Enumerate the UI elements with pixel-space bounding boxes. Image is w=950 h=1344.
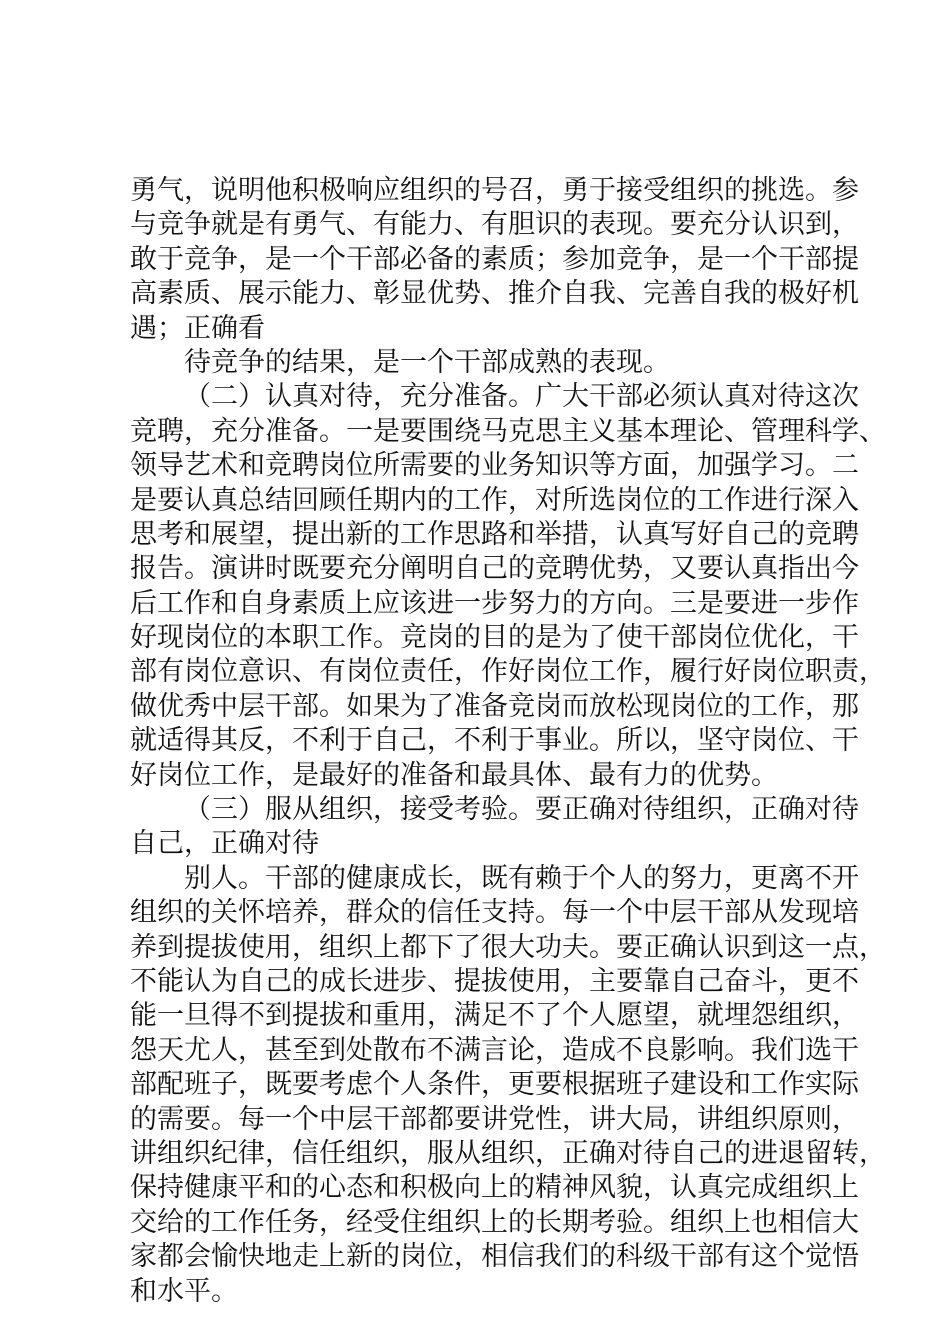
text-line: 能一旦得不到提拔和重用，满足不了个人愿望，就埋怨组织， bbox=[130, 1000, 859, 1032]
text-line: 的需要。每一个中层干部都要讲党性，讲大局，讲组织原则， bbox=[130, 1103, 859, 1135]
text-line: 就适得其反，不利于自己，不利于事业。所以，坚守岗位、干 bbox=[130, 725, 859, 757]
text-line: 不能认为自己的成长进步、提拔使用，主要靠自己奋斗，更不 bbox=[130, 965, 859, 997]
text-line: 遇；正确看 bbox=[130, 312, 265, 344]
text-line: 交给的工作任务，经受住组织上的长期考验。组织上也相信大 bbox=[130, 1206, 859, 1238]
text-line: 家都会愉快地走上新的岗位，相信我们的科级干部有这个觉悟 bbox=[130, 1241, 859, 1273]
text-line: 是要认真总结回顾任期内的工作，对所选岗位的工作进行深入 bbox=[130, 484, 859, 516]
text-line: 怨天尤人，甚至到处散布不满言论，造成不良影响。我们选干 bbox=[130, 1034, 859, 1066]
text-line: 竞聘，充分准备。一是要围绕马克思主义基本理论、管理科学、 bbox=[130, 415, 886, 447]
text-line: 敢于竞争，是一个干部必备的素质；参加竞争，是一个干部提 bbox=[130, 243, 859, 275]
text-line: 与竞争就是有勇气、有能力、有胆识的表现。要充分认识到， bbox=[130, 209, 859, 241]
text-line: 部有岗位意识、有岗位责任，作好岗位工作，履行好岗位职责， bbox=[130, 656, 886, 688]
text-line: 后工作和自身素质上应该进一步努力的方向。三是要进一步作 bbox=[130, 587, 859, 619]
text-line: 思考和展望，提出新的工作思路和举措，认真写好自己的竞聘 bbox=[130, 518, 859, 550]
text-line: （二）认真对待，充分准备。广大干部必须认真对待这次 bbox=[184, 381, 859, 413]
text-line: 好岗位工作，是最好的准备和最具体、最有力的优势。 bbox=[130, 759, 778, 791]
text-line: 做优秀中层干部。如果为了准备竞岗而放松现岗位的工作，那 bbox=[130, 690, 859, 722]
text-line: 勇气，说明他积极响应组织的号召，勇于接受组织的挑选。参 bbox=[130, 175, 859, 206]
text-line: 报告。演讲时既要充分阐明自己的竞聘优势，又要认真指出今 bbox=[130, 553, 859, 585]
text-line: 部配班子，既要考虑个人条件，更要根据班子建设和工作实际 bbox=[130, 1069, 859, 1101]
text-line: 讲组织纪律，信任组织，服从组织，正确对待自己的进退留转， bbox=[130, 1137, 886, 1169]
text-line: 和水平。 bbox=[130, 1275, 238, 1307]
text-line: 别人。干部的健康成长，既有赖于个人的努力，更离不开 bbox=[184, 862, 859, 894]
text-line: 组织的关怀培养，群众的信任支持。每一个中层干部从发现培 bbox=[130, 897, 859, 929]
text-line: 自己，正确对待 bbox=[130, 828, 319, 860]
text-line: 保持健康平和的心态和积极向上的精神风貌，认真完成组织上 bbox=[130, 1172, 859, 1204]
text-line: 高素质、展示能力、彰显优势、推介自我、完善自我的极好机 bbox=[130, 278, 859, 310]
text-line: （三）服从组织，接受考验。要正确对待组织，正确对待 bbox=[184, 794, 859, 826]
text-line: 好现岗位的本职工作。竞岗的目的是为了使干部岗位优化，干 bbox=[130, 622, 859, 654]
text-line: 领导艺术和竞聘岗位所需要的业务知识等方面，加强学习。二 bbox=[130, 450, 859, 482]
document-body-text bbox=[130, 174, 886, 1309]
text-line: 养到提拔使用，组织上都下了很大功夫。要正确认识到这一点， bbox=[130, 931, 886, 963]
text-line: 待竞争的结果，是一个干部成熟的表现。 bbox=[184, 346, 670, 378]
